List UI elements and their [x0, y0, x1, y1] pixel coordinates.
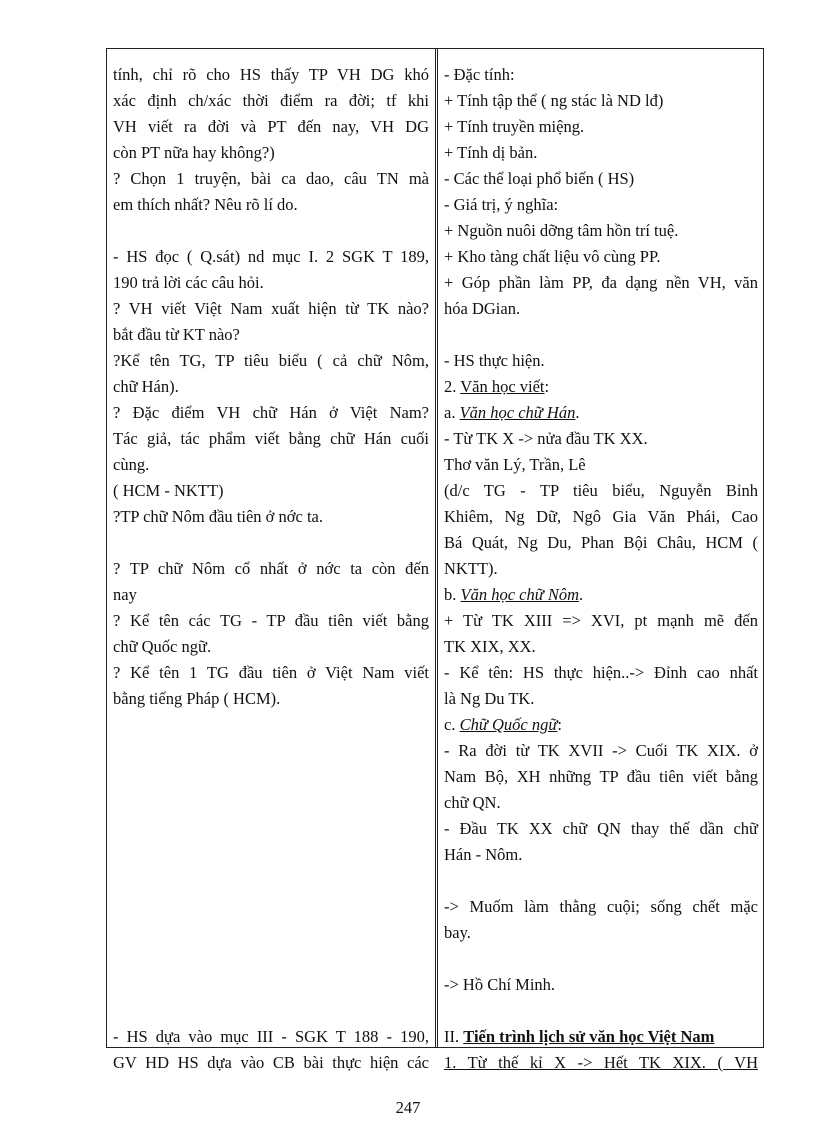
right-column-line: + Góp phần làm PP, đa dạng nền VH, văn	[444, 273, 758, 292]
right-column-line: - Ra đời từ TK XVII -> Cuối TK XIX. ở	[444, 741, 758, 760]
right-column-line: - Các thể loại phổ biến ( HS)	[444, 169, 635, 188]
right-column-line: + Tính tập thể ( ng stác là ND lđ)	[444, 91, 664, 110]
left-column-line: ? VH viết Việt Nam xuất hiện từ TK nào?	[113, 299, 429, 318]
right-column-line: Nam Bộ, XH những TP đầu tiên viết bằng	[444, 767, 758, 786]
left-column-line: em thích nhất? Nêu rõ lí do.	[113, 195, 298, 214]
right-column-line: Thơ văn Lý, Trần, Lê	[444, 455, 586, 474]
left-column-line: chữ Quốc ngữ.	[113, 637, 212, 656]
left-column-line	[113, 712, 429, 738]
emphasized-heading: Văn học chữ Nôm	[460, 585, 580, 604]
left-column-line	[113, 218, 429, 244]
right-column-line: - Đặc tính:	[444, 65, 515, 84]
left-column-line: ( HCM - NKTT)	[113, 481, 224, 500]
left-column-line: bằng tiếng Pháp ( HCM).	[113, 689, 281, 708]
left-column-line: VH viết ra đời và PT đến nay, VH DG	[113, 117, 429, 136]
left-column-line	[113, 972, 429, 998]
emphasized-heading: Chữ Quốc ngữ	[459, 715, 558, 734]
right-column-line: Bá Quát, Ng Du, Phan Bội Châu, HCM (	[444, 533, 758, 552]
right-column-line: là Ng Du TK.	[444, 689, 535, 708]
column-divider	[435, 49, 438, 1047]
content-table	[106, 48, 764, 1072]
left-column-line: xác định ch/xác thời điểm ra đời; tf khi	[113, 91, 429, 110]
right-column-line	[444, 322, 758, 348]
right-column-line: -> Hồ Chí Minh.	[444, 975, 556, 994]
right-column-line: Hán - Nôm.	[444, 845, 523, 864]
right-column	[444, 62, 758, 1076]
left-column-line	[113, 738, 429, 764]
right-column-line: + Kho tàng chất liệu vô cùng PP.	[444, 247, 661, 266]
right-column-line: TK XIX, XX.	[444, 637, 536, 656]
left-column-line: 190 trả lời các câu hỏi.	[113, 273, 264, 292]
right-column-line: - Đầu TK XX chữ QN thay thế dần chữ	[444, 819, 758, 838]
left-column-line	[113, 946, 429, 972]
left-column-line: nay	[113, 585, 137, 604]
left-column-line	[113, 764, 429, 790]
right-column-line: - HS thực hiện.	[444, 351, 545, 370]
left-column-line: ?TP chữ Nôm đầu tiên ở nớc ta.	[113, 507, 323, 526]
left-column-line: chữ Hán).	[113, 377, 179, 396]
right-column-line: chữ QN.	[444, 793, 501, 812]
right-column-line: + Nguồn nuôi dỡng tâm hồn trí tuệ.	[444, 221, 679, 240]
right-column-line: NKTT).	[444, 559, 498, 578]
left-column-line: Tác giả, tác phẩm viết bằng chữ Hán cuối	[113, 429, 429, 448]
right-column-line: - Kể tên: HS thực hiện..-> Đỉnh cao nhất	[444, 663, 758, 682]
emphasized-heading: Tiến trình lịch sử văn học Việt Nam	[463, 1027, 715, 1046]
left-column-line: ? TP chữ Nôm cổ nhất ở nớc ta còn đến	[113, 559, 429, 578]
left-column-line	[113, 790, 429, 816]
right-column-line: 2. Văn học viết:	[444, 377, 550, 396]
left-column-line: còn PT nữa hay không?)	[113, 143, 275, 162]
left-column	[113, 62, 429, 1076]
left-column-line	[113, 920, 429, 946]
right-column-line: - Giá trị, ý nghĩa:	[444, 195, 559, 214]
emphasized-heading: 1. Từ thế kỉ X -> Hết TK XIX. ( VH	[444, 1053, 758, 1072]
right-column-line: (d/c TG - TP tiêu biểu, Nguyễn Bỉnh	[444, 481, 758, 500]
left-column-line: cùng.	[113, 455, 150, 474]
left-column-line: - HS dựa vào mục III - SGK T 188 - 190,	[113, 1027, 429, 1046]
left-column-line: bắt đầu từ KT nào?	[113, 325, 240, 344]
left-column-line: - HS đọc ( Q.sát) nd mục I. 2 SGK T 189,	[113, 247, 429, 266]
emphasized-heading: Văn học chữ Hán	[459, 403, 576, 422]
left-column-line: ? Chọn 1 truyện, bài ca dao, câu TN mà	[113, 169, 429, 188]
right-column-line: Khiêm, Ng Dữ, Ngô Gia Văn Phái, Cao	[444, 507, 758, 526]
right-column-line: + Tính dị bản.	[444, 143, 538, 162]
right-column-line	[444, 868, 758, 894]
right-column-line: + Tính truyền miệng.	[444, 117, 585, 136]
right-column-line	[444, 1050, 758, 1076]
right-column-line: - Từ TK X -> nửa đầu TK XX.	[444, 429, 648, 448]
left-column-line: ? Đặc điểm VH chữ Hán ở Việt Nam?	[113, 403, 429, 422]
right-column-line: a. Văn học chữ Hán.	[444, 403, 580, 422]
right-column-line: -> Muốm làm thằng cuội; sống chết mặc	[444, 897, 758, 916]
left-column-line: ? Kể tên các TG - TP đầu tiên viết bằng	[113, 611, 429, 630]
left-column-line	[113, 894, 429, 920]
left-column-line	[113, 868, 429, 894]
right-column-line	[444, 946, 758, 972]
left-column-line	[113, 530, 429, 556]
right-column-line: b. Văn học chữ Nôm.	[444, 585, 584, 604]
left-column-line	[113, 816, 429, 842]
right-column-line	[444, 998, 758, 1024]
page-number: 247	[395, 1098, 421, 1117]
right-column-line: + Từ TK XIII => XVI, pt mạnh mẽ đến	[444, 611, 758, 630]
left-column-line: GV HD HS dựa vào CB bài thực hiện các	[113, 1053, 429, 1072]
left-column-line	[113, 998, 429, 1024]
left-column-line: tính, chỉ rõ cho HS thấy TP VH DG khó	[113, 65, 429, 84]
left-column-line	[113, 842, 429, 868]
right-column-line: bay.	[444, 923, 471, 942]
emphasized-heading: Văn học viết	[460, 377, 545, 396]
right-column-line: hóa DGian.	[444, 299, 521, 318]
left-column-line: ? Kể tên 1 TG đầu tiên ở Việt Nam viết	[113, 663, 429, 682]
right-column-line: II. Tiến trình lịch sử văn học Việt Nam	[444, 1027, 715, 1046]
right-column-line: c. Chữ Quốc ngữ:	[444, 715, 562, 734]
left-column-line: ?Kể tên TG, TP tiêu biểu ( cả chữ Nôm,	[113, 351, 429, 370]
